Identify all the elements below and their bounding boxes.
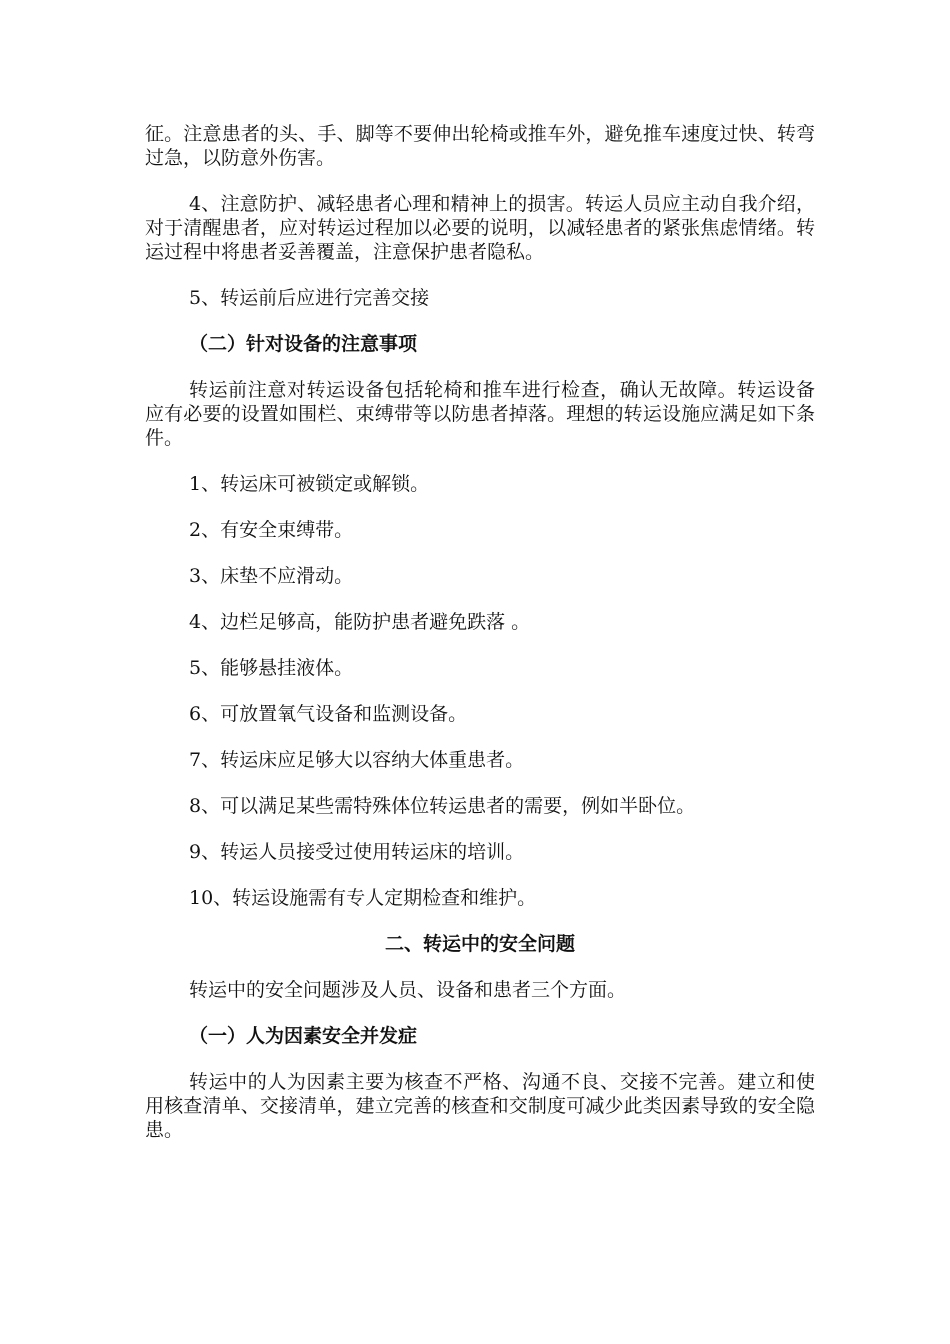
list-item: 7、转运床应足够大以容纳大体重患者。: [189, 749, 525, 771]
subheading-human-factors: （一）人为因素安全并发症: [189, 1025, 418, 1047]
list-item: 5、能够悬挂液体。: [189, 657, 354, 679]
list-item: 1、转运床可被锁定或解锁。: [189, 473, 430, 495]
paragraph-continuation: 征。注意患者的头、手、脚等不要伸出轮椅或推车外，避免推车速度过快、转弯过急，以防意外伤害。: [145, 123, 815, 169]
list-item: 8、可以满足某些需特殊体位转运患者的需要，例如半卧位。: [189, 795, 696, 817]
paragraph-item-5-handover: 5、转运前后应进行完善交接: [189, 287, 430, 309]
list-item: 6、可放置氧气设备和监测设备。: [189, 703, 468, 725]
list-item: 10、转运设施需有专人定期检查和维护。: [189, 887, 537, 909]
paragraph-safety-overview: 转运中的安全问题涉及人员、设备和患者三个方面。: [189, 979, 627, 1001]
subheading-equipment-notes: （二）针对设备的注意事项: [189, 333, 418, 355]
list-item: 9、转运人员接受过使用转运床的培训。: [189, 841, 525, 863]
section-title-transfer-safety: 二、转运中的安全问题: [384, 933, 575, 955]
list-item: 3、床垫不应滑动。: [189, 565, 354, 587]
paragraph-item-4-protection: 4、注意防护、减轻患者心理和精神上的损害。转运人员应主动自我介绍，对于清醒患者，应对转运过程加以必要的说明，以减轻患者的紧张焦虑情绪。转运过程中将患者妥善覆盖，注意保护患者隐私。: [145, 193, 815, 263]
list-item: 2、有安全束缚带。: [189, 519, 354, 541]
document-body: [145, 122, 815, 1142]
list-item: 4、边栏足够高，能防护患者避免跌落 。: [189, 611, 531, 633]
paragraph-equipment-intro: 转运前注意对转运设备包括轮椅和推车进行检查，确认无故障。转运设备应有必要的设置如围栏、束缚带等以防患者掉落。理想的转运设施应满足如下条件。: [145, 379, 815, 449]
paragraph-human-factors: 转运中的人为因素主要为核查不严格、沟通不良、交接不完善。建立和使用核查清单、交接清单，建立完善的核查和交制度可减少此类因素导致的安全隐患。: [145, 1071, 815, 1141]
